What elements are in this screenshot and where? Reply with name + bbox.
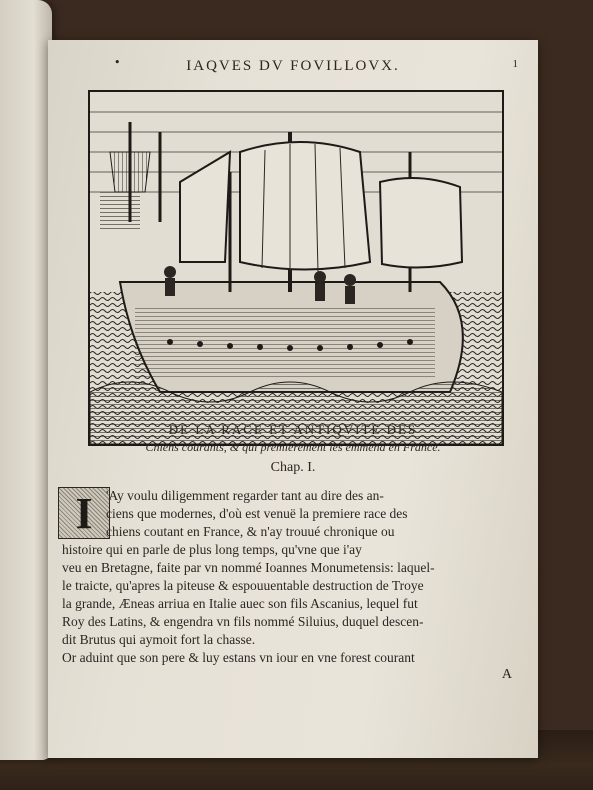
body-line: 'Ay voulu diligemment regarder tant au dire des an- [106, 488, 384, 503]
facing-page-edge [0, 0, 52, 760]
book-page [48, 40, 538, 758]
folio-number: 1 [512, 58, 518, 70]
body-line: ciens que modernes, d'où est venuë la premiere race des [106, 506, 408, 521]
caption-subheading: Chiens courants, & qui premierement les emmena en France. [145, 440, 441, 454]
signature-mark: A [501, 667, 512, 682]
body-line: le traicte, qu'apres la piteuse & espouuentable destruction de Troye [62, 578, 424, 593]
body-line: la grande, Æneas arriua en Italie auec son fils Ascanius, lequel fut [62, 596, 418, 611]
decorated-initial: I [58, 487, 110, 539]
body-line: histoire qui en parle de plus long temps, qu'vne que i'ay [62, 542, 362, 557]
caption-heading: DE LA RACE ET ANTIQVITE DES [168, 422, 418, 437]
ship-woodcut-illustration [88, 90, 504, 446]
body-line: chiens coutant en France, & n'ay trouué chronique ou [106, 524, 395, 539]
body-line: veu en Bretagne, faite par vn nommé Ioannes Monumetensis: laquel- [62, 560, 435, 575]
body-line: dit Brutus qui aymoit fort la chasse. [62, 632, 256, 647]
body-line: Roy des Latins, & engendra vn fils nommé Siluius, duquel descen- [62, 614, 424, 629]
running-head: IAQVES DV FOVILLOVX. [186, 58, 400, 74]
chapter-heading: Chap. I. [270, 460, 316, 475]
header-ornament: • [114, 56, 121, 69]
body-line: Or aduint que son pere & luy estans vn iour en vne forest courant [62, 650, 415, 665]
